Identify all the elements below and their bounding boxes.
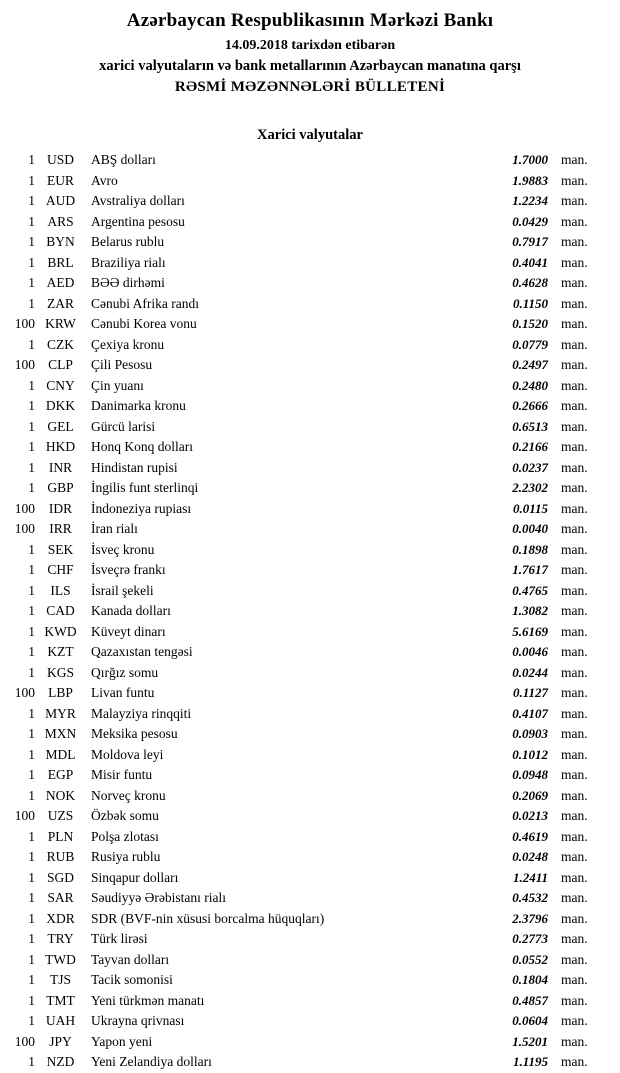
quantity-cell: 1 [28,746,35,762]
rate-value-cell: 0.1150 [512,295,548,311]
currency-name-cell: Polşa zlotası [91,828,159,844]
quantity-cell: 1 [28,869,35,885]
currency-name-cell: Braziliya rialı [91,254,166,270]
rate-row [8,581,594,602]
currency-code-cell: AUD [45,193,76,208]
quantity-cell: 1 [28,890,35,905]
quantity-cell: 1 [28,767,35,782]
rate-row [8,560,594,581]
rate-row [8,806,594,827]
unit-cell: man. [561,541,588,557]
currency-code-cell: EUR [47,172,74,188]
unit-cell: man. [561,418,588,434]
rate-value-cell: 0.2166 [512,439,548,454]
unit-cell: man. [561,234,588,249]
currency-name-cell: Moldova leyi [91,746,164,762]
quantity-cell: 1 [28,726,35,741]
currency-code-cell: MXN [44,726,77,741]
rate-value-cell: 0.2666 [512,398,548,413]
currency-code-cell: BRL [47,254,74,270]
rate-row [8,847,594,868]
unit-cell: man. [561,336,588,352]
unit-cell: man. [561,828,588,844]
currency-code-cell: CNY [46,377,75,393]
unit-cell: man. [561,398,588,413]
currency-code-cell: KWD [44,623,77,639]
unit-cell: man. [561,562,588,577]
quantity-cell: 1 [28,972,35,987]
rate-value-cell: 0.2480 [512,377,548,393]
unit-cell: man. [561,644,588,659]
currency-name-cell: Malayziya rinqqiti [91,705,192,721]
unit-cell: man. [561,275,588,290]
unit-cell: man. [561,1054,588,1069]
bulletin-header [0,0,620,97]
rate-row [8,601,594,622]
quantity-cell: 1 [28,951,35,967]
currency-name-cell: Yeni türkmən manatı [91,992,205,1008]
unit-cell: man. [561,787,588,803]
quantity-cell: 100 [14,685,35,700]
quantity-cell: 1 [28,213,35,229]
currency-name-cell: Səudiyyə Ərəbistanı rialı [91,890,226,905]
unit-cell: man. [561,726,588,741]
quantity-cell: 1 [28,1054,35,1069]
currency-name-cell: BƏƏ dirhəmi [91,275,165,290]
page-title: Azərbaycan Respublikasının Mərkəzi Bankı [126,10,494,31]
currency-code-cell: MYR [45,705,76,721]
rate-row [8,950,594,971]
rate-value-cell: 0.2069 [512,787,548,803]
currency-code-cell: MDL [45,746,76,762]
unit-cell: man. [561,869,588,885]
rate-row [8,909,594,930]
currency-code-cell: CHF [47,562,74,577]
unit-cell: man. [561,746,588,762]
rate-row [8,191,594,212]
unit-cell: man. [561,193,588,208]
rate-row [8,212,594,233]
quantity-cell: 100 [14,808,35,823]
rate-value-cell: 0.0244 [512,664,548,680]
rate-value-cell: 0.1127 [512,685,548,700]
quantity-cell: 1 [28,931,35,946]
currency-name-cell: Özbək somu [91,808,159,823]
rate-value-cell: 0.0604 [512,1013,548,1028]
currency-code-cell: CAD [46,603,75,618]
quantity-cell: 1 [28,418,35,434]
rate-value-cell: 0.1012 [512,746,548,762]
currency-name-cell: İsrail şekeli [91,582,154,598]
rate-row [8,417,594,438]
rate-value-cell: 1.2234 [512,193,548,208]
currency-code-cell: USD [46,152,74,167]
currency-name-cell: Yeni Zelandiya dolları [91,1054,212,1069]
quantity-cell: 1 [28,562,35,577]
currency-name-cell: SDR (BVF-nin xüsusi borcalma hüquqları) [91,910,325,926]
unit-cell: man. [561,951,588,967]
rate-row [8,437,594,458]
rate-value-cell: 0.0903 [512,726,548,741]
quantity-cell: 100 [14,500,35,516]
currency-name-cell: Avro [91,172,118,188]
currency-name-cell: Kanada dolları [91,603,171,618]
unit-cell: man. [561,849,588,864]
rate-value-cell: 5.6169 [512,623,548,639]
unit-cell: man. [561,890,588,905]
currency-code-cell: CZK [47,336,74,352]
currency-name-cell: Küveyt dinarı [91,623,166,639]
rate-row [8,478,594,499]
rate-value-cell: 0.0248 [512,849,548,864]
currency-code-cell: NZD [46,1054,75,1069]
currency-name-cell: İndoneziya rupiası [91,500,192,516]
unit-cell: man. [561,152,588,167]
currency-code-cell: UAH [45,1013,76,1028]
rate-row [8,376,594,397]
quantity-cell: 1 [28,582,35,598]
currency-code-cell: PLN [47,828,74,844]
currency-name-cell: Çexiya kronu [91,336,165,352]
currency-name-cell: Argentina pesosu [91,213,185,229]
currency-name-cell: Avstraliya dolları [91,193,185,208]
rate-value-cell: 0.0948 [512,767,548,782]
quantity-cell: 1 [28,152,35,167]
rate-row [8,991,594,1012]
rate-row [8,786,594,807]
currency-code-cell: KRW [45,316,76,331]
unit-cell: man. [561,1033,588,1049]
rate-row [8,396,594,417]
unit-cell: man. [561,1013,588,1028]
rate-value-cell: 0.1804 [512,972,548,987]
rate-row [8,765,594,786]
rate-row [8,724,594,745]
currency-name-cell: İngilis funt sterlinqi [91,480,199,495]
unit-cell: man. [561,480,588,495]
currency-name-cell: Cənubi Korea vonu [91,316,197,331]
rate-value-cell: 0.4628 [512,275,548,290]
rate-row [8,642,594,663]
rate-value-cell: 1.7617 [512,562,548,577]
rate-row [8,232,594,253]
rate-value-cell: 0.6513 [512,418,548,434]
quantity-cell: 1 [28,336,35,352]
rate-row [8,294,594,315]
rate-value-cell: 1.2411 [512,869,548,885]
currency-name-cell: Çili Pesosu [91,357,153,372]
rate-value-cell: 0.2497 [512,357,548,372]
currency-name-cell: Yapon yeni [91,1033,153,1049]
rate-value-cell: 0.0115 [512,500,548,516]
quantity-cell: 1 [28,295,35,311]
currency-code-cell: CLP [48,357,73,372]
unit-cell: man. [561,357,588,372]
rate-value-cell: 0.0779 [512,336,548,352]
currency-code-cell: SEK [47,541,74,557]
currency-code-cell: SAR [47,890,74,905]
currency-name-cell: Belarus rublu [91,234,165,249]
currency-name-cell: Livan funtu [91,685,155,700]
currency-code-cell: AED [46,275,75,290]
rate-row [8,458,594,479]
quantity-cell: 1 [28,459,35,475]
unit-cell: man. [561,582,588,598]
rate-row [8,683,594,704]
quantity-cell: 1 [28,644,35,659]
currency-name-cell: Misir funtu [91,767,153,782]
unit-cell: man. [561,664,588,680]
quantity-cell: 1 [28,377,35,393]
currency-code-cell: BYN [46,234,75,249]
unit-cell: man. [561,500,588,516]
bulletin-title: RƏSMİ MƏZƏNNƏLƏRİ BÜLLETENİ [174,79,446,95]
currency-name-cell: Honq Konq dolları [91,439,193,454]
currency-name-cell: Tayvan dolları [91,951,170,967]
quantity-cell: 1 [28,234,35,249]
unit-cell: man. [561,603,588,618]
currency-code-cell: ARS [47,213,74,229]
quantity-cell: 1 [28,439,35,454]
quantity-cell: 100 [14,1033,35,1049]
currency-code-cell: IRR [49,521,72,536]
currency-name-cell: Qazaxıstan tengəsi [91,644,193,659]
rate-row [8,355,594,376]
currency-code-cell: NOK [45,787,76,803]
rate-row [8,150,594,171]
rate-value-cell: 0.0552 [512,951,548,967]
rate-row [8,273,594,294]
currency-code-cell: ZAR [47,295,74,311]
rate-row [8,970,594,991]
currency-code-cell: DKK [45,398,76,413]
rate-row [8,540,594,561]
rate-row [8,335,594,356]
quantity-cell: 1 [28,541,35,557]
quantity-cell: 1 [28,254,35,270]
unit-cell: man. [561,705,588,721]
currency-code-cell: UZS [47,808,74,823]
rate-value-cell: 2.2302 [512,480,548,495]
currency-code-cell: TWD [45,951,76,967]
unit-cell: man. [561,377,588,393]
rate-row [8,929,594,950]
rate-row [8,888,594,909]
rate-row [8,868,594,889]
quantity-cell: 1 [28,849,35,864]
rate-value-cell: 0.4532 [512,890,548,905]
quantity-cell: 1 [28,603,35,618]
quantity-cell: 1 [28,1013,35,1028]
currency-code-cell: TRY [47,931,74,946]
currency-code-cell: XDR [46,910,75,926]
rate-value-cell: 0.0046 [512,644,548,659]
currency-code-cell: JPY [49,1033,72,1049]
unit-cell: man. [561,623,588,639]
currency-code-cell: IDR [48,500,73,516]
currency-code-cell: RUB [46,849,75,864]
quantity-cell: 1 [28,787,35,803]
currency-name-cell: Rusiya rublu [91,849,161,864]
unit-cell: man. [561,972,588,987]
rate-value-cell: 0.4857 [512,992,548,1008]
rate-value-cell: 0.0429 [512,213,548,229]
unit-cell: man. [561,992,588,1008]
rate-value-cell: 0.1898 [512,541,548,557]
quantity-cell: 1 [28,623,35,639]
rate-value-cell: 1.3082 [512,603,548,618]
currency-name-cell: Çin yuanı [91,377,144,393]
unit-cell: man. [561,172,588,188]
rate-row [8,704,594,725]
unit-cell: man. [561,213,588,229]
quantity-cell: 100 [14,521,35,536]
rate-row [8,745,594,766]
currency-name-cell: Gürcü larisi [91,418,156,434]
rate-value-cell: 0.1520 [512,316,548,331]
rate-value-cell: 1.7000 [512,152,548,167]
quantity-cell: 1 [28,910,35,926]
currency-code-cell: LBP [48,685,73,700]
currency-name-cell: İsveçrə frankı [91,562,166,577]
currency-name-cell: İsveç kronu [91,541,155,557]
currency-code-cell: SGD [46,869,74,885]
rate-value-cell: 1.1195 [512,1054,548,1069]
rate-row [8,1011,594,1032]
unit-cell: man. [561,521,588,536]
quantity-cell: 1 [28,480,35,495]
unit-cell: man. [561,685,588,700]
rate-row [8,1052,594,1073]
unit-cell: man. [561,254,588,270]
rate-value-cell: 0.0213 [512,808,548,823]
rate-row [8,314,594,335]
rates-table [0,150,620,1073]
quantity-cell: 100 [14,357,35,372]
unit-cell: man. [561,316,588,331]
unit-cell: man. [561,808,588,823]
currency-name-cell: Hindistan rupisi [91,459,178,475]
quantity-cell: 1 [28,828,35,844]
quantity-cell: 1 [28,705,35,721]
currency-name-cell: Danimarka kronu [91,398,186,413]
currency-name-cell: Qırğız somu [91,664,159,680]
currency-name-cell: Meksika pesosu [91,726,178,741]
rate-row [8,663,594,684]
currency-code-cell: KZT [47,644,74,659]
quantity-cell: 1 [28,992,35,1008]
currency-code-cell: EGP [47,767,74,782]
currency-code-cell: KGS [46,664,74,680]
quantity-cell: 1 [28,398,35,413]
rate-row [8,171,594,192]
currency-name-cell: Sinqapur dolları [91,869,179,885]
currency-code-cell: HKD [45,439,76,454]
quantity-cell: 1 [28,664,35,680]
rate-value-cell: 0.0237 [512,459,548,475]
rate-value-cell: 0.4041 [512,254,548,270]
rate-value-cell: 2.3796 [512,910,548,926]
rate-value-cell: 0.2773 [512,931,548,946]
rate-row [8,622,594,643]
currency-name-cell: Norveç kronu [91,787,166,803]
rate-row [8,827,594,848]
currency-name-cell: Tacik somonisi [91,972,173,987]
rate-value-cell: 1.5201 [512,1033,548,1049]
section-title-foreign-currencies: Xarici valyutalar [257,127,363,143]
rate-value-cell: 0.4107 [512,705,548,721]
quantity-cell: 1 [28,193,35,208]
rate-row [8,253,594,274]
currency-code-cell: TJS [49,972,71,987]
unit-cell: man. [561,910,588,926]
unit-cell: man. [561,767,588,782]
rate-value-cell: 0.4765 [512,582,548,598]
currency-code-cell: GBP [47,480,74,495]
currency-name-cell: Ukrayna qrivnası [91,1013,185,1028]
quantity-cell: 1 [28,275,35,290]
quantity-cell: 1 [28,172,35,188]
quantity-cell: 100 [14,316,35,331]
unit-cell: man. [561,931,588,946]
rate-value-cell: 0.7917 [512,234,548,249]
unit-cell: man. [561,295,588,311]
currency-name-cell: İran rialı [91,521,138,536]
unit-cell: man. [561,439,588,454]
rate-row [8,499,594,520]
unit-cell: man. [561,459,588,475]
bulletin-subtitle: xarici valyutaların və bank metallarının Azərbaycan manatına qarşı [99,58,521,74]
currency-code-cell: ILS [50,582,71,598]
currency-name-cell: Türk lirəsi [91,931,148,946]
rate-value-cell: 0.0040 [512,521,548,536]
currency-code-cell: TMT [46,992,75,1008]
currency-code-cell: GEL [47,418,74,434]
rate-value-cell: 1.9883 [512,172,548,188]
rate-row [8,1032,594,1053]
currency-code-cell: INR [48,459,73,475]
currency-name-cell: Cənubi Afrika randı [91,295,199,311]
effective-date-line: 14.09.2018 tarixdən etibarən [224,38,396,53]
currency-name-cell: ABŞ dolları [91,152,156,167]
rate-row [8,519,594,540]
rate-value-cell: 0.4619 [512,828,548,844]
